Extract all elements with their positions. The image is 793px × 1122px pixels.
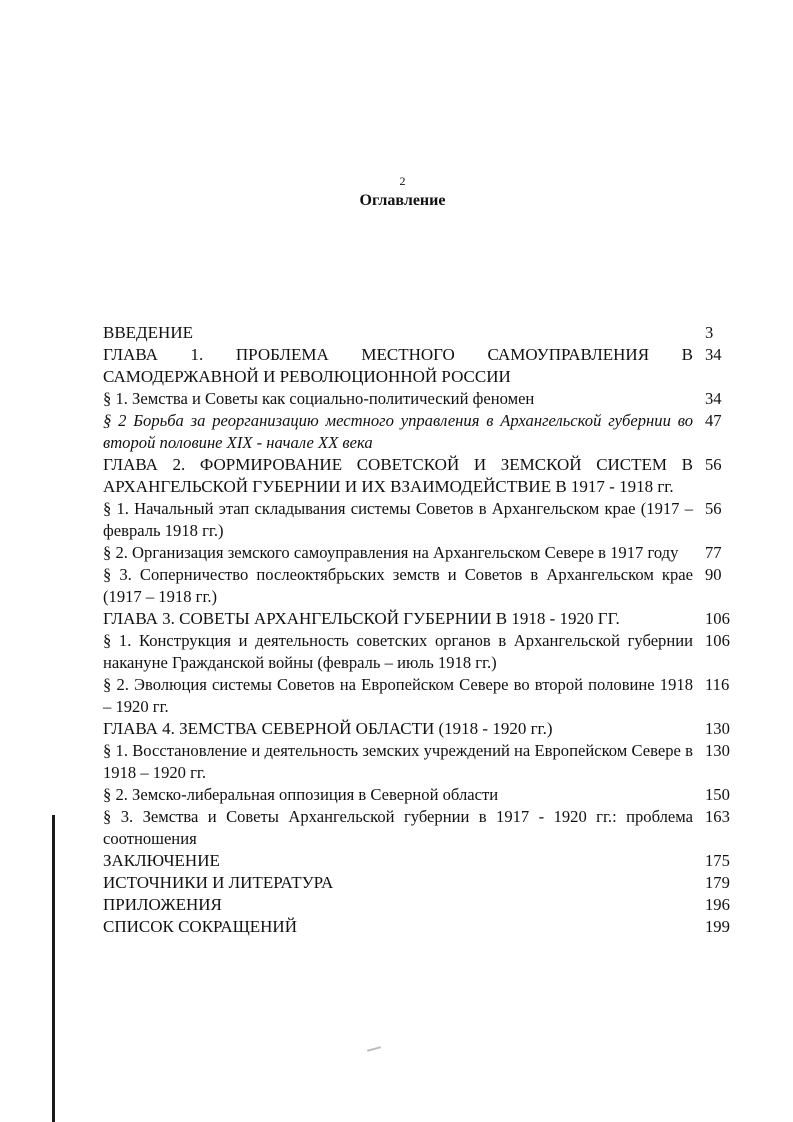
toc-entry-page: 56 <box>705 499 722 518</box>
toc-entry-page: 47 <box>705 411 722 430</box>
toc-entry-abbreviations[interactable] <box>103 916 743 938</box>
toc-entry-page: 90 <box>705 565 722 584</box>
toc-entry-introduction[interactable] <box>103 322 743 344</box>
toc-entry-chapter-4[interactable] <box>103 718 743 740</box>
toc-entry-text: § 1. Земства и Советы как социально-политический феномен <box>103 389 535 408</box>
toc-entry-page: 106 <box>705 609 730 628</box>
toc-entry-text: § 2 Борьба за реорганизацию местного управления в Архангельской губернии во второй половине XIX - начале XX века <box>103 411 693 452</box>
toc-entry-text: СПИСОК СОКРАЩЕНИЙ <box>103 917 297 936</box>
toc-entry-section-2-3[interactable] <box>103 564 743 608</box>
toc-entry-text: ИСТОЧНИКИ И ЛИТЕРАТУРА <box>103 873 334 892</box>
toc-entry-page: 199 <box>705 917 730 936</box>
toc-entry-section-4-3[interactable] <box>103 806 743 850</box>
toc-entry-appendices[interactable] <box>103 894 743 916</box>
toc-entry-page: 56 <box>705 455 722 474</box>
toc-entry-page: 106 <box>705 631 730 650</box>
toc-entry-section-4-1[interactable] <box>103 740 743 784</box>
toc-entry-chapter-2[interactable] <box>103 454 743 498</box>
toc-entry-sources[interactable] <box>103 872 743 894</box>
toc-entry-section-2-1[interactable] <box>103 498 743 542</box>
page-number: 2 <box>399 174 406 188</box>
toc-entry-page: 150 <box>705 785 730 804</box>
toc-entry-page: 130 <box>705 719 730 738</box>
toc-entry-page: 179 <box>705 873 730 892</box>
toc-entry-page: 34 <box>705 345 722 364</box>
toc-entry-page: 3 <box>705 323 714 342</box>
toc-entry-section-1-1[interactable] <box>103 388 743 410</box>
toc-entry-text: ВВЕДЕНИЕ <box>103 323 193 342</box>
scan-margin-line <box>52 815 55 1122</box>
toc-entry-text: ГЛАВА 3. СОВЕТЫ АРХАНГЕЛЬСКОЙ ГУБЕРНИИ В 1918 - 1920 ГГ. <box>103 609 620 628</box>
toc-entry-conclusion[interactable] <box>103 850 743 872</box>
toc-entry-text: § 1. Восстановление и деятельность земских учреждений на Европейском Севере в 1918 – 1920 гг. <box>103 741 693 782</box>
toc-entry-text: § 2. Организация земского самоуправления на Архангельском Севере в 1917 году <box>103 543 679 562</box>
toc-entry-page: 175 <box>705 851 730 870</box>
toc-entry-text: ПРИЛОЖЕНИЯ <box>103 895 222 914</box>
toc-entry-section-2-2[interactable] <box>103 542 743 564</box>
toc-entry-text: § 2. Эволюция системы Советов на Европейском Севере во второй половине 1918 – 1920 гг. <box>103 675 693 716</box>
toc-entry-text: § 1. Начальный этап складывания системы Советов в Архангельском крае (1917 – февраль 1918 гг.) <box>103 499 693 540</box>
toc-entry-text: § 3. Земства и Советы Архангельской губернии в 1917 - 1920 гг.: проблема соотношения <box>103 807 693 848</box>
toc-entry-text: ГЛАВА 1. ПРОБЛЕМА МЕСТНОГО САМОУПРАВЛЕНИЯ В САМОДЕРЖАВНОЙ И РЕВОЛЮЦИОННОЙ РОССИИ <box>103 345 693 386</box>
toc-entry-section-4-2[interactable] <box>103 784 743 806</box>
toc-entry-section-3-2[interactable] <box>103 674 743 718</box>
toc-entry-page: 116 <box>705 675 730 694</box>
toc-entry-text: § 2. Земско-либеральная оппозиция в Северной области <box>103 785 499 804</box>
toc-entry-chapter-1[interactable] <box>103 344 743 388</box>
toc-entry-text: ГЛАВА 2. ФОРМИРОВАНИЕ СОВЕТСКОЙ И ЗЕМСКОЙ СИСТЕМ В АРХАНГЕЛЬСКОЙ ГУБЕРНИИ И ИХ ВЗАИМОДЕЙСТВИЕ В 1917 - 1918 гг. <box>103 455 693 496</box>
toc-entry-text: ЗАКЛЮЧЕНИЕ <box>103 851 220 870</box>
table-of-contents <box>103 322 743 938</box>
scan-smudge <box>367 1046 381 1052</box>
page-title: Оглавление <box>359 192 446 209</box>
toc-entry-text: § 3. Соперничество послеоктябрьских земств и Советов в Архангельском крае (1917 – 1918 гг.) <box>103 565 693 606</box>
toc-entry-chapter-3[interactable] <box>103 608 743 630</box>
toc-entry-text: ГЛАВА 4. ЗЕМСТВА СЕВЕРНОЙ ОБЛАСТИ (1918 - 1920 гг.) <box>103 719 553 738</box>
toc-entry-page: 163 <box>705 807 730 826</box>
toc-entry-page: 196 <box>705 895 730 914</box>
toc-entry-page: 77 <box>705 543 722 562</box>
toc-entry-text: § 1. Конструкция и деятельность советских органов в Архангельской губернии накануне Гражданской войны (февраль – июль 1918 гг.) <box>103 631 693 672</box>
toc-entry-section-1-2[interactable] <box>103 410 743 454</box>
toc-entry-page: 34 <box>705 389 722 408</box>
toc-entry-page: 130 <box>705 741 730 760</box>
toc-entry-section-3-1[interactable] <box>103 630 743 674</box>
